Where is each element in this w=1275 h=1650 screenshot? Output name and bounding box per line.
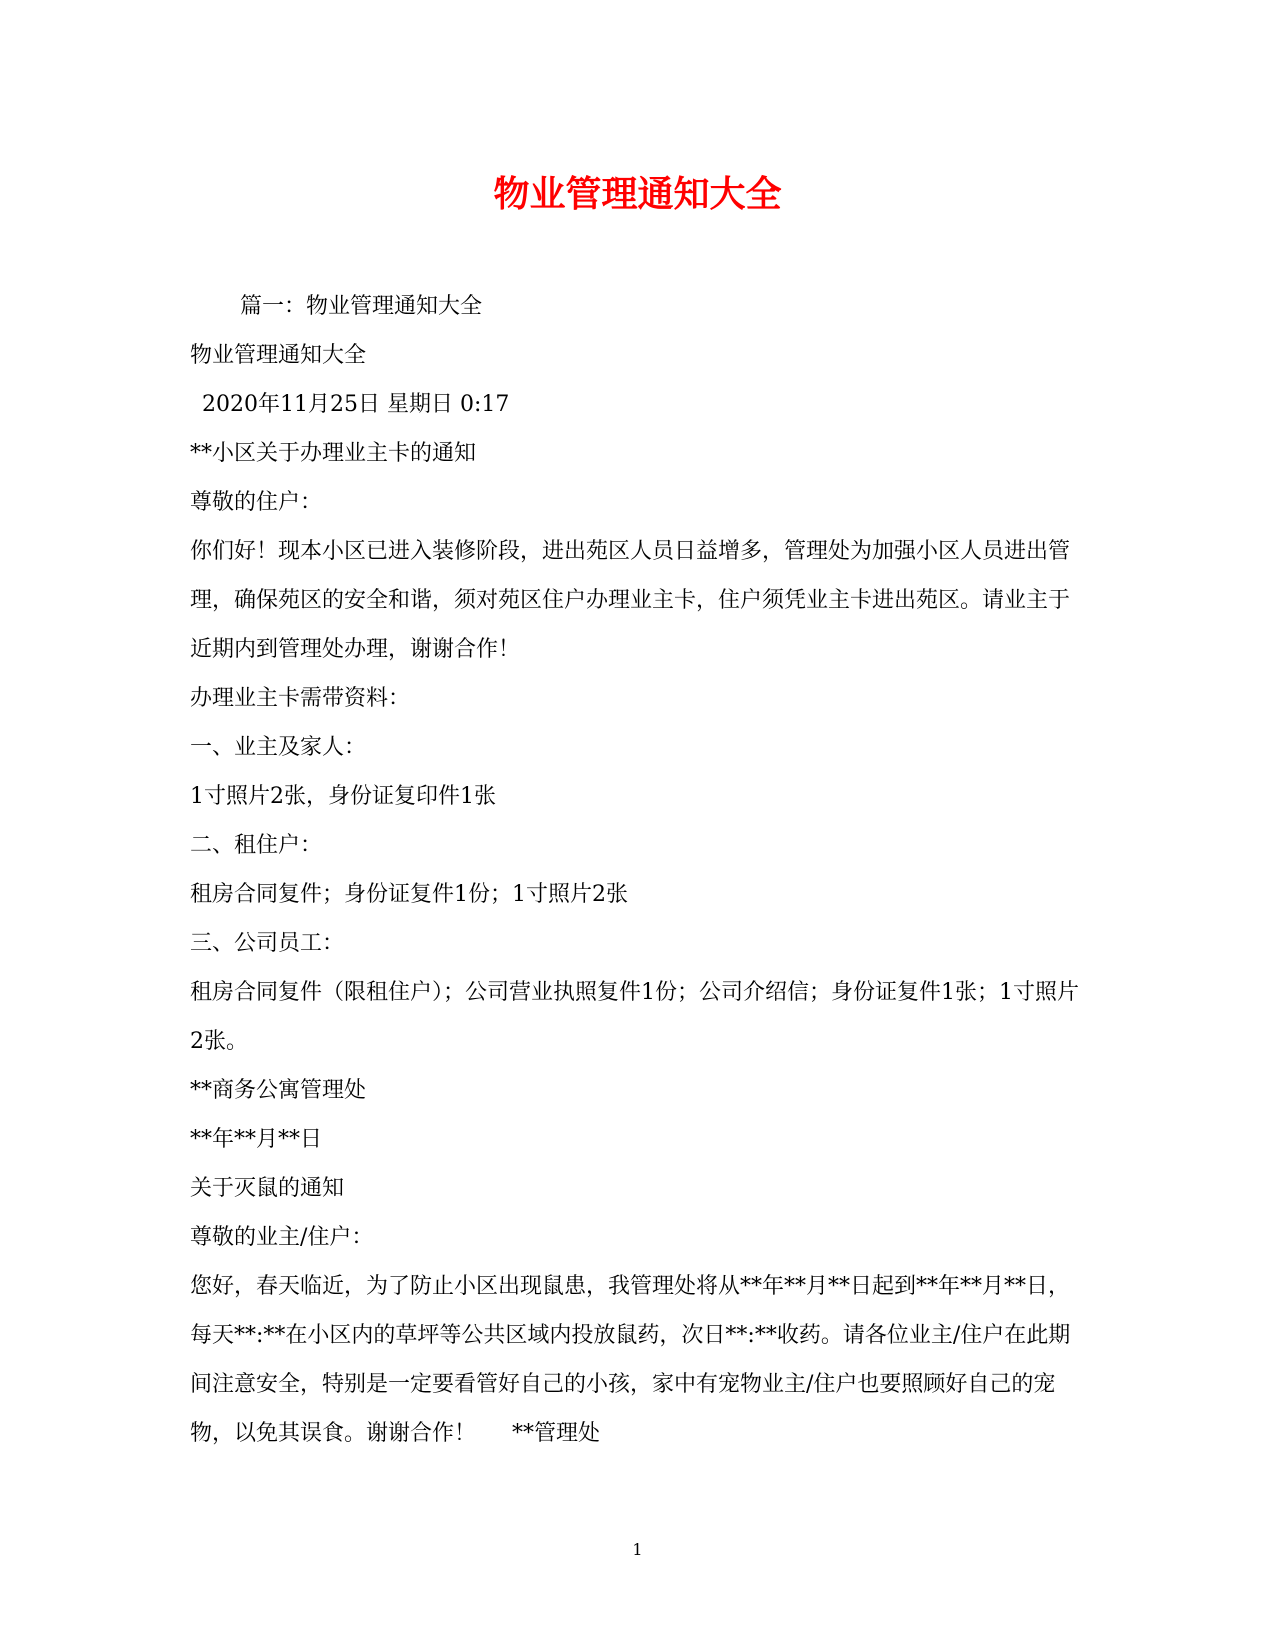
notice-title: 关于灭鼠的通知 [190,1176,345,1201]
section-heading: 篇一：物业管理通知大全 [240,294,483,319]
signature: **管理处 [512,1421,601,1446]
document-title: 物业管理通知大全 [493,173,782,215]
list-item: 租房合同复件；身份证复件1份；1寸照片2张 [190,882,628,907]
list-item: 1寸照片2张，身份证复印件1张 [190,784,496,809]
list-heading: 一、业主及家人： [190,735,367,760]
document-body [190,282,1090,1458]
date-line: 2020年11月25日 星期日 0:17 [202,392,510,417]
salutation: 尊敬的住户： [190,490,323,515]
signature: **商务公寓管理处 [190,1078,367,1103]
notice-collection-title: 物业管理通知大全 [190,343,367,368]
salutation: 尊敬的业主/住户： [190,1225,374,1250]
list-heading: 二、租住户： [190,833,323,858]
signature-date: **年**月**日 [190,1127,323,1152]
notice-title: **小区关于办理业主卡的通知 [190,441,477,466]
list-heading: 三、公司员工： [190,931,345,956]
paragraph [190,1262,1090,1458]
requirements-heading: 办理业主卡需带资料： [190,686,411,711]
page-number: 1 [632,1540,643,1559]
list-item: 租房合同复件（限租住户）；公司营业执照复件1份；公司介绍信；身份证复件1张；1寸照片2张。 [190,980,1079,1054]
paragraph-text: 您好，春天临近，为了防止小区出现鼠患，我管理处将从**年**月**日起到**年**月**日，每天**:**在小区内的草坪等公共区域内投放鼠药，次日**:**收药。请各位业主/住户在此期间注意安全，特别是一定要看管好自己的小孩，家中有宠物业主/住户也要照顾好自己的宠物，以免其误食。谢谢合作！ [190,1274,1071,1446]
paragraph: 你们好！现本小区已进入装修阶段，进出苑区人员日益增多，管理处为加强小区人员进出管理，确保苑区的安全和谐，须对苑区住户办理业主卡，住户须凭业主卡进出苑区。请业主于近期内到管理处办理，谢谢合作！ [190,539,1071,662]
